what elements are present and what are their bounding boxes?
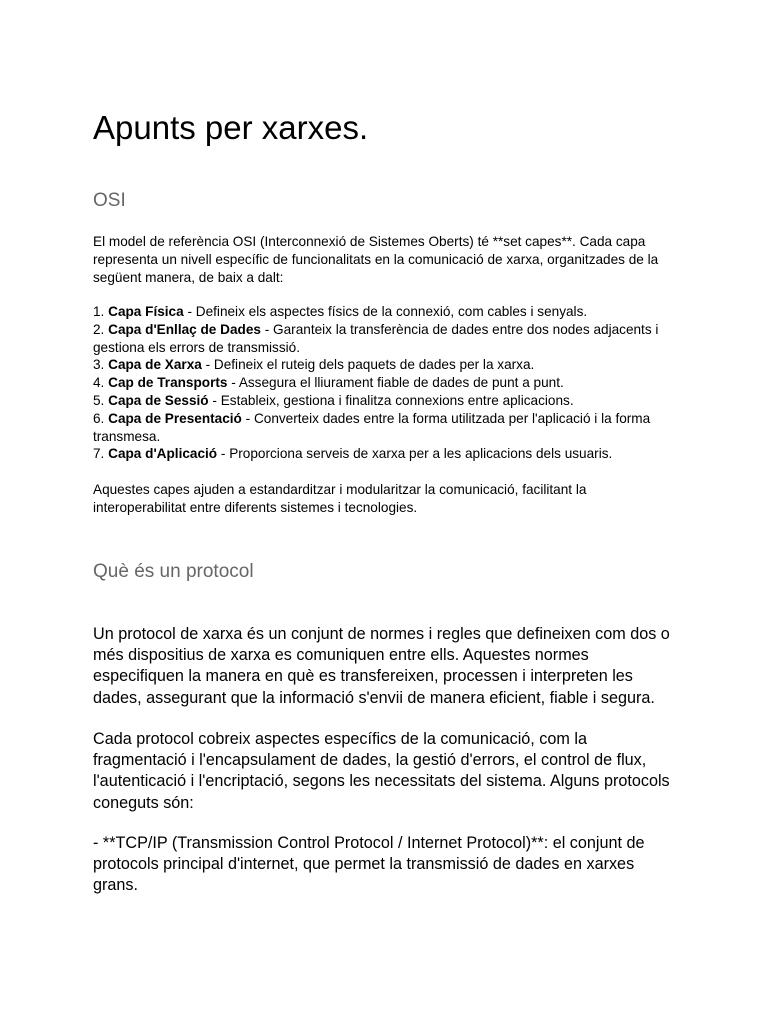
list-item xyxy=(93,321,683,357)
list-item xyxy=(93,303,683,321)
osi-layers-list xyxy=(93,303,683,463)
osi-heading: OSI xyxy=(93,190,126,211)
layer-description: - Defineix el ruteig dels paquets de dades per la xarxa. xyxy=(201,357,535,373)
layer-name: Capa de Presentació xyxy=(108,410,242,426)
layer-number: 1. xyxy=(93,304,105,319)
layer-description: - Defineix els aspectes físics de la connexió, com cables i senyals. xyxy=(183,304,588,319)
list-item xyxy=(93,356,683,374)
osi-intro-paragraph: El model de referència OSI (Interconnexió de Sistemes Oberts) té **set capes**. Cada capa representa un nivell específic de funcionalitats en la comunicació de xarxa, organitzades de la següent manera, de baix a dalt: xyxy=(93,234,659,285)
list-item xyxy=(93,445,683,463)
list-item xyxy=(93,410,683,446)
list-item xyxy=(93,374,683,392)
layer-number: 6. xyxy=(93,410,105,426)
layer-name: Capa d'Enllaç de Dades xyxy=(108,321,261,337)
layer-number: 7. xyxy=(93,446,105,462)
layer-number: 4. xyxy=(93,375,105,391)
layer-number: 5. xyxy=(93,392,105,408)
protocol-paragraph-2: Cada protocol cobreix aspectes específics de la comunicació, com la fragmentació i l'encapsulament de dades, la gestió d'errors, el control de flux, l'autenticació i l'encriptació, segons les necessitats del sistema. Alguns protocols coneguts són: xyxy=(93,730,670,812)
layer-name: Capa de Xarxa xyxy=(108,357,202,373)
document-title: Apunts per xarxes. xyxy=(93,109,369,146)
layer-name: Capa Física xyxy=(108,304,184,319)
layer-name: Capa d'Aplicació xyxy=(108,446,218,462)
layer-description: - Garanteix la transferència de dades entre dos nodes adjacents i gestiona els errors de transmissió. xyxy=(93,321,659,355)
protocol-paragraph-1: Un protocol de xarxa és un conjunt de normes i regles que defineixen com dos o més dispositius de xarxa es comuniquen entre ells. Aquestes normes especifiquen la manera en què es transfereixen, processen i interpreten les dades, assegurant que la informació s'envii de manera eficient, fiable i segura. xyxy=(93,625,670,707)
layer-description: - Assegura el lliurament fiable de dades de punt a punt. xyxy=(227,375,564,391)
layer-name: Capa de Sessió xyxy=(108,392,209,408)
layer-name: Cap de Transports xyxy=(108,375,228,391)
layer-number: 2. xyxy=(93,321,105,337)
protocol-heading: Què és un protocol xyxy=(93,561,254,582)
layer-description: - Estableix, gestiona i finalitza connexions entre aplicacions. xyxy=(208,392,574,408)
layer-number: 3. xyxy=(93,357,105,373)
layer-description: - Converteix dades entre la forma utilitzada per l'aplicació i la forma transmesa. xyxy=(93,410,651,444)
osi-outro-paragraph: Aquestes capes ajuden a estandarditzar i modularitzar la comunicació, facilitant la interoperabilitat entre diferents sistemes i tecnologies. xyxy=(93,482,587,515)
list-item xyxy=(93,392,683,410)
layer-description: - Proporciona serveis de xarxa per a les aplicacions dels usuaris. xyxy=(217,446,613,462)
protocol-paragraph-3: - **TCP/IP (Transmission Control Protocol / Internet Protocol)**: el conjunt de protocols principal d'internet, que permet la transmissió de dades en xarxes grans. xyxy=(93,834,645,895)
